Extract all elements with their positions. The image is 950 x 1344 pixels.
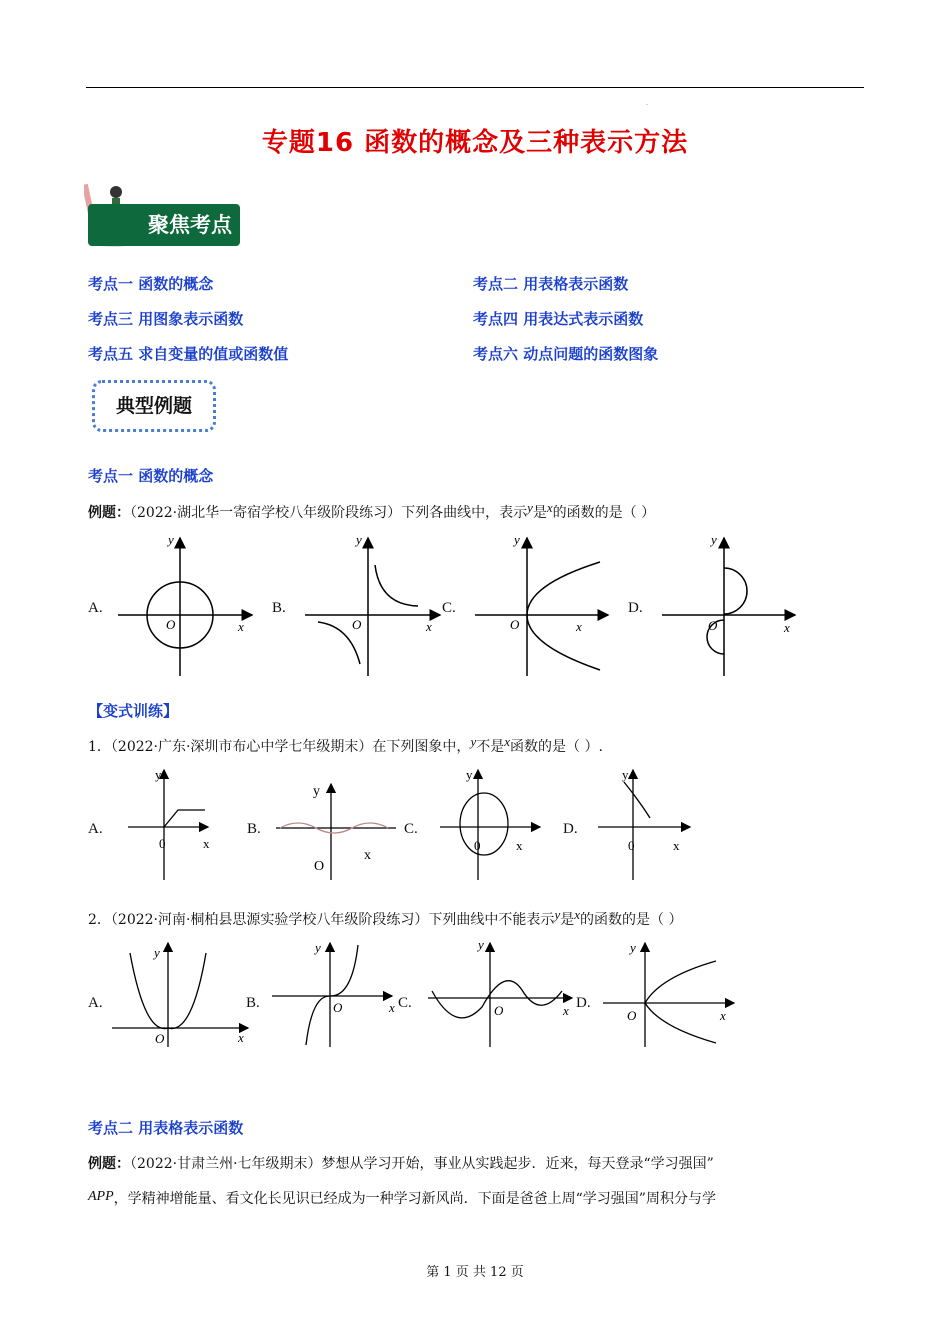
section1-graphs bbox=[0, 530, 950, 680]
kaodian-6[interactable]: 考点六 动点问题的函数图象 bbox=[473, 345, 659, 363]
graph-b-y: y bbox=[356, 532, 362, 547]
q1a-x: x bbox=[203, 836, 210, 851]
example-text-c: 的函数的是（ ） bbox=[552, 505, 656, 521]
graph-b-o: O bbox=[352, 617, 362, 632]
q1-text-b: 不是 bbox=[476, 739, 505, 755]
q2-option-d[interactable]: D. bbox=[576, 995, 591, 1011]
graph-b-x: x bbox=[426, 619, 432, 634]
page-title: 专题16 函数的概念及三种表示方法 bbox=[261, 128, 689, 158]
q2d-x: x bbox=[720, 1008, 726, 1023]
app-text: APP bbox=[88, 1189, 114, 1204]
q2-option-c[interactable]: C. bbox=[398, 995, 412, 1011]
q1-option-c[interactable]: C. bbox=[404, 821, 418, 837]
s1-option-b[interactable]: B. bbox=[272, 600, 286, 616]
graph-a bbox=[118, 538, 252, 676]
header-dot: . bbox=[646, 100, 648, 107]
q1-text-a: 1．（2022·广东·深圳市布心中学七年级期末）在下列图象中， bbox=[88, 739, 471, 755]
graph-a-o: O bbox=[166, 617, 176, 632]
q2c-y: y bbox=[478, 937, 484, 952]
q2-text-b: 是 bbox=[560, 912, 575, 928]
q2-var-y: y bbox=[554, 907, 561, 922]
question1-graphs bbox=[0, 762, 950, 887]
question2-graphs bbox=[0, 935, 950, 1055]
q1a-y: y bbox=[155, 767, 162, 782]
kaodian-5[interactable]: 考点五 求自变量的值或函数值 bbox=[88, 345, 289, 363]
kaodian-2[interactable]: 考点二 用表格表示函数 bbox=[473, 275, 629, 293]
section1-heading: 考点一 函数的概念 bbox=[88, 467, 214, 485]
q2c-x: x bbox=[563, 1003, 569, 1018]
focus-badge: 聚焦考点 bbox=[88, 204, 240, 246]
graph-b bbox=[305, 538, 440, 676]
q2-text-a: 2．（2022·河南·桐柏县思源实验学校八年级阶段练习）下列曲线中不能表示 bbox=[88, 912, 555, 928]
q2d-y: y bbox=[630, 940, 636, 955]
q1b-y: y bbox=[313, 784, 320, 799]
s1-option-c[interactable]: C. bbox=[442, 600, 456, 616]
s1-option-d[interactable]: D. bbox=[628, 600, 643, 616]
q1-option-b[interactable]: B. bbox=[247, 821, 261, 837]
var-y: y bbox=[527, 500, 533, 515]
q1c-x: x bbox=[516, 838, 523, 853]
q2-text-c: 的函数的是（ ） bbox=[580, 912, 683, 928]
graph-d-o: O bbox=[708, 618, 718, 633]
example-text-b: 是 bbox=[532, 505, 547, 521]
graph-d-y: y bbox=[711, 532, 717, 547]
graph-a-x: x bbox=[238, 619, 244, 634]
q2-var-x: x bbox=[574, 907, 580, 922]
q1-option-d[interactable]: D. bbox=[563, 821, 578, 837]
example-label: 例题： bbox=[88, 505, 130, 521]
kaodian-3[interactable]: 考点三 用图象表示函数 bbox=[88, 310, 244, 328]
graph-a-y: y bbox=[168, 532, 174, 547]
q2b-o: O bbox=[333, 1000, 343, 1015]
section2-example-label: 例题： bbox=[88, 1156, 130, 1172]
section2-line1 bbox=[88, 1153, 714, 1173]
graph-c-y: y bbox=[514, 532, 520, 547]
variant-heading: 【变式训练】 bbox=[88, 702, 179, 720]
q1c-y: y bbox=[466, 767, 473, 782]
question-1 bbox=[88, 734, 603, 756]
var-x: x bbox=[546, 500, 553, 515]
graph-c-o: O bbox=[510, 617, 520, 632]
top-rule bbox=[86, 87, 864, 88]
q2-option-a[interactable]: A. bbox=[88, 995, 103, 1011]
page-footer: 第 1 页 共 12 页 bbox=[426, 1265, 524, 1280]
section2-heading: 考点二 用表格表示函数 bbox=[88, 1119, 244, 1137]
q1b-x: x bbox=[364, 848, 371, 863]
q1d-o: 0 bbox=[628, 838, 635, 853]
section1-example bbox=[88, 500, 655, 522]
example-badge: 典型例题 bbox=[92, 380, 216, 432]
q1d-y: y bbox=[622, 767, 629, 782]
q1-var-x: x bbox=[504, 734, 510, 749]
q2c-o: O bbox=[494, 1003, 504, 1018]
graph-d-x: x bbox=[784, 620, 790, 635]
q1b-o: O bbox=[314, 859, 325, 874]
q1-option-a[interactable]: A. bbox=[88, 821, 103, 837]
section2-text1: （2022·甘肃兰州·七年级期末）梦想从学习开始，事业从实践起步．近来，每天登录“学习强国” bbox=[130, 1156, 714, 1172]
q2a-y: y bbox=[154, 945, 160, 960]
q2a-o: O bbox=[155, 1031, 165, 1046]
section2-line2 bbox=[88, 1188, 716, 1208]
q2d-o: O bbox=[627, 1008, 637, 1023]
q1-var-y: y bbox=[470, 734, 477, 749]
graph-c bbox=[475, 538, 608, 676]
q2b-y: y bbox=[315, 940, 321, 955]
q1-text-c: 函数的是（ ）. bbox=[510, 739, 603, 755]
q2a-x: x bbox=[238, 1030, 244, 1045]
section2-text2: ，学精神增能量、看文化长见识已经成为一种学习新风尚．下面是爸爸上周“学习强国”周积分与学 bbox=[113, 1191, 716, 1207]
q2b-x: x bbox=[389, 1000, 395, 1015]
q1d-x: x bbox=[673, 838, 680, 853]
graph-c-x: x bbox=[576, 619, 582, 634]
example-text-a: （2022·湖北华一寄宿学校八年级阶段练习）下列各曲线中，表示 bbox=[130, 505, 528, 521]
q2-option-b[interactable]: B. bbox=[246, 995, 260, 1011]
s1-option-a[interactable]: A. bbox=[88, 600, 103, 616]
kaodian-1[interactable]: 考点一 函数的概念 bbox=[88, 275, 214, 293]
q1a-o: 0 bbox=[159, 836, 166, 851]
graph-d bbox=[662, 538, 795, 676]
q1c-o: 0 bbox=[474, 838, 481, 853]
kaodian-4[interactable]: 考点四 用表达式表示函数 bbox=[473, 310, 644, 328]
question-2 bbox=[88, 907, 682, 929]
